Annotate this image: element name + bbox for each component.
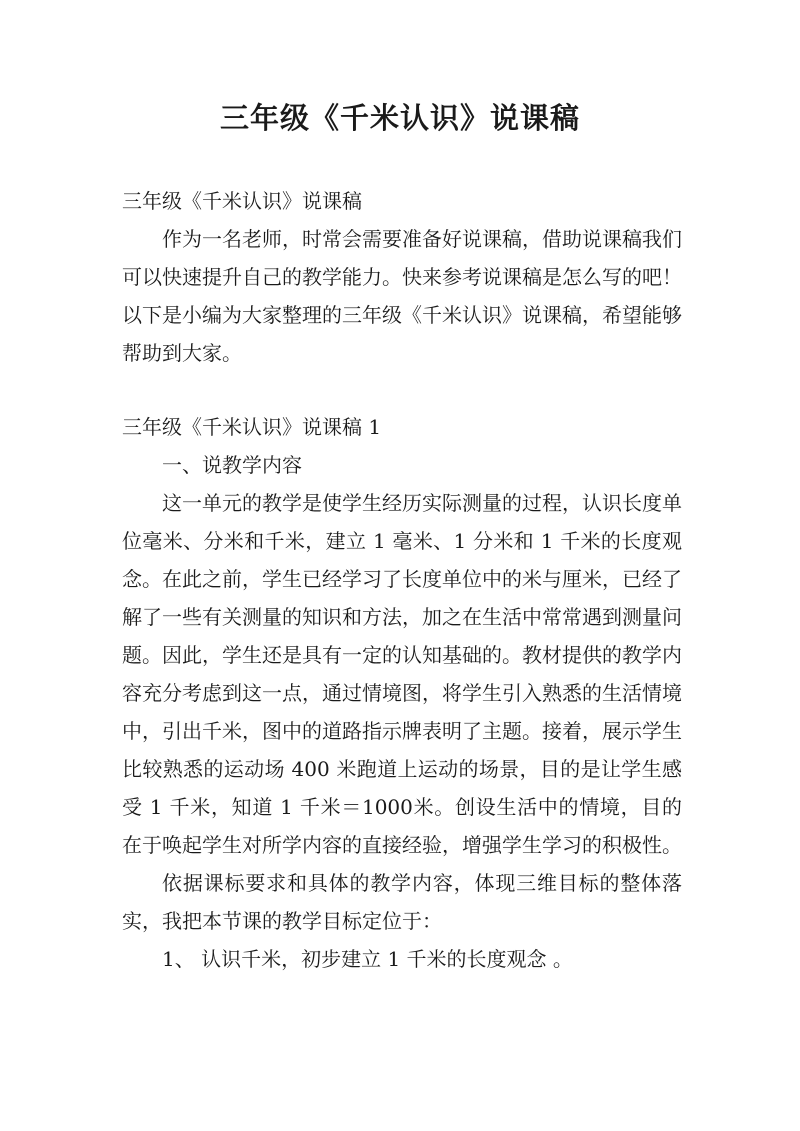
intro-heading: 三年级《千米认识》说课稿 <box>122 189 362 213</box>
section-1-paragraph-2: 依据课标要求和具体的教学内容，体现三维目标的整体落实，我把本节课的教学目标定位于： <box>122 871 682 933</box>
section-1 <box>122 408 682 978</box>
section-1-paragraph-1: 这一单元的教学是使学生经历实际测量的过程，认识长度单位毫米、分米和千米，建立 1 毫米、1 分米和 1 千米的长度观念。在此之前，学生已经学习了长度单位中的米与厘米，已经了解了一些有关测量的知识和方法，加之在生活中常常遇到测量问题。因此，学生还是具有一定的认知基础的。教材提供的教学内容充分考虑到这一点，通过情境图，将学生引入熟悉的生活情境中，引出千米，图中的道路指示牌表明了主题。接着，展示学生比较熟悉的运动场 400 米跑道上运动的场景，目的是让学生感受 1 千米，知道 1 千米＝1000米。创设生活中的情境，目的在于唤起学生对所学内容的直接经验，增强学生学习的积极性。 <box>122 491 682 857</box>
section-1-heading: 三年级《千米认识》说课稿 1 <box>122 415 382 439</box>
intro-paragraph: 作为一名老师，时常会需要准备好说课稿，借助说课稿我们可以快速提升自己的教学能力。快来参考说课稿是怎么写的吧！以下是小编为大家整理的三年级《千米认识》说课稿，希望能够帮助到大家。 <box>122 227 682 365</box>
document-title: 三年级《千米认识》说课稿 <box>219 101 580 135</box>
intro-section <box>122 182 682 372</box>
section-1-list-item-1: 1、 认识千米，初步建立 1 千米的长度观念 。 <box>162 947 573 971</box>
section-1-subheading: 一、说教学内容 <box>162 453 302 477</box>
